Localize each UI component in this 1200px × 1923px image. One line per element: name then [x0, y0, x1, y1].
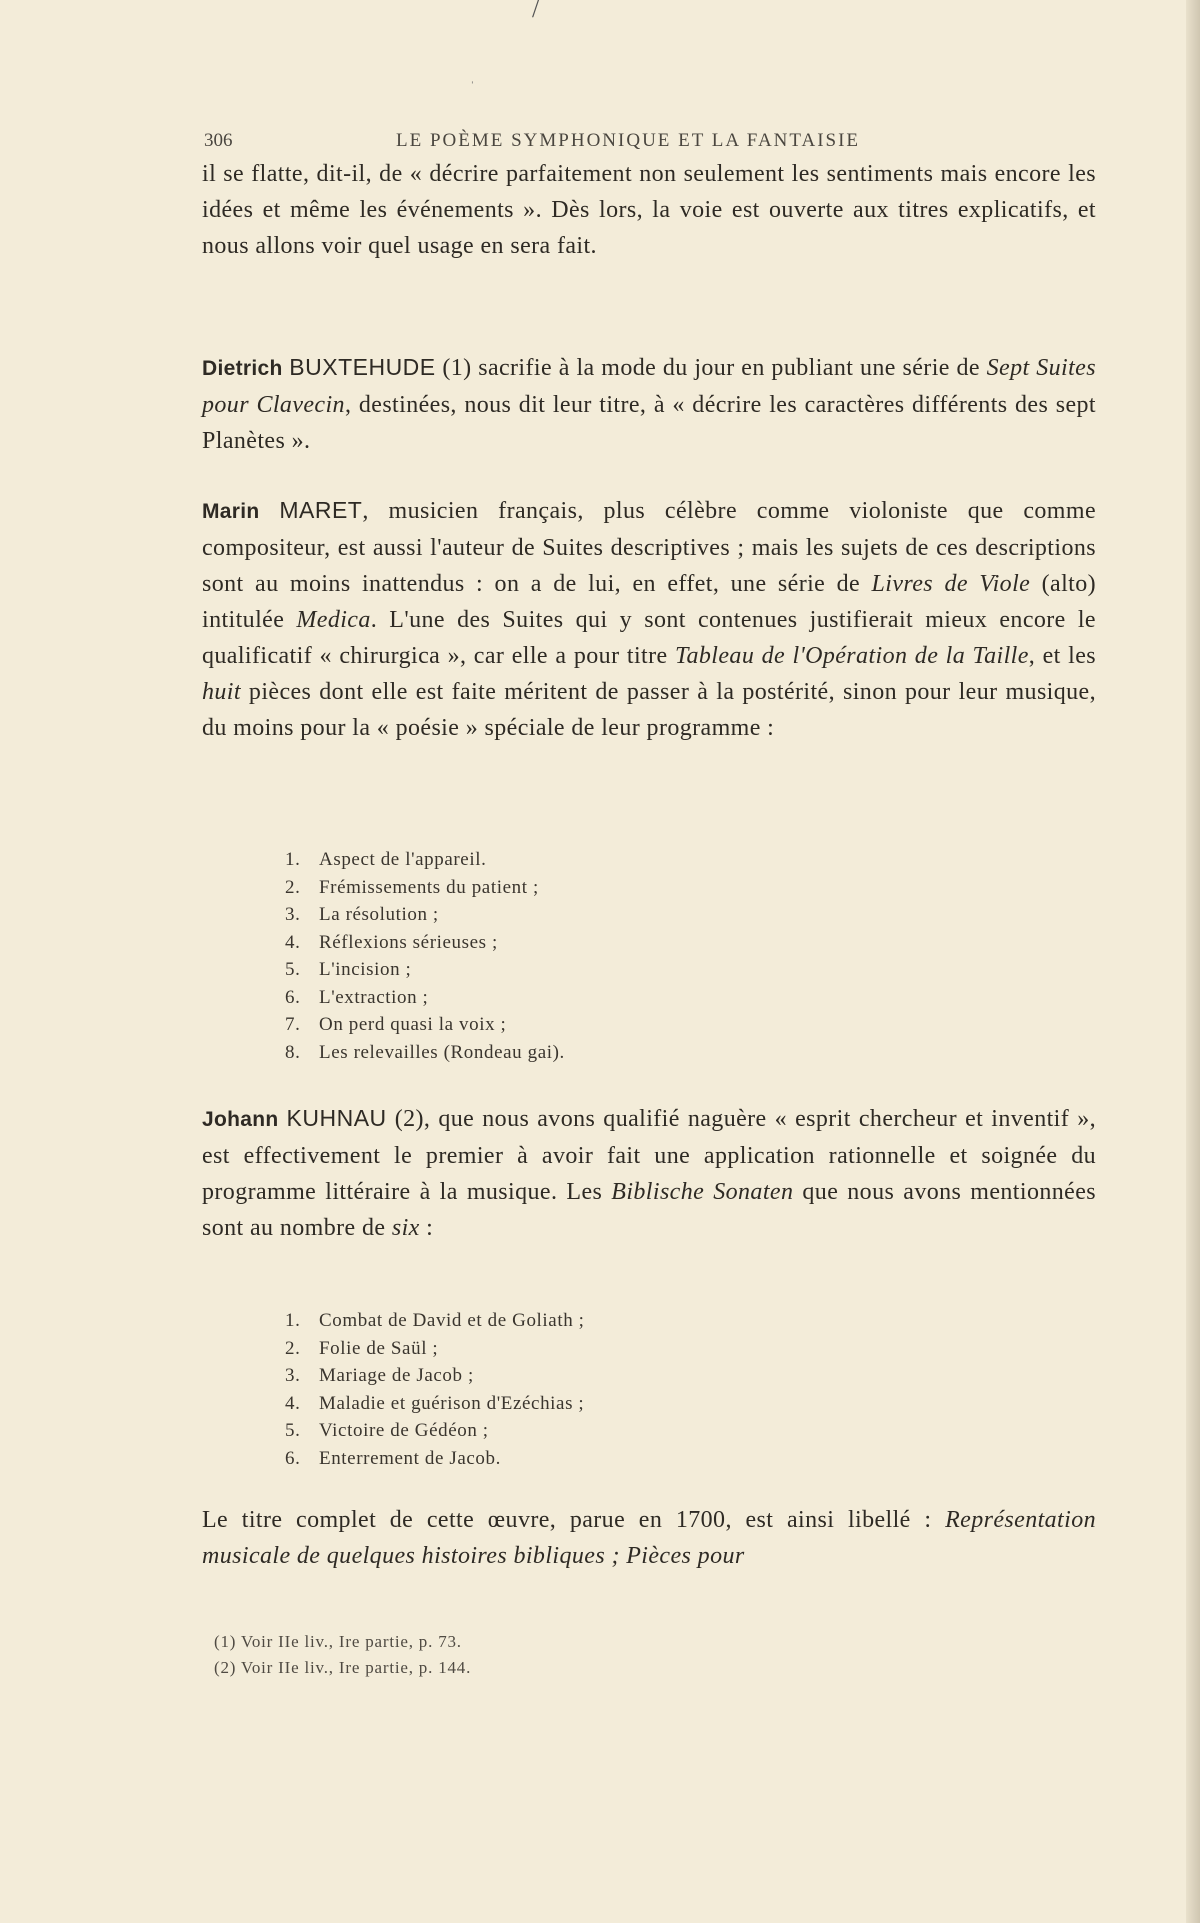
item-number: 2. [285, 1337, 301, 1359]
item-text: Les relevailles (Rondeau gai). [319, 1041, 565, 1063]
work-title: Biblische Sonaten [611, 1179, 794, 1205]
item-number: 5. [285, 959, 301, 980]
item-text: Frémissements du patient ; [319, 876, 539, 898]
paragraph-text: : [419, 1215, 434, 1241]
list-item [285, 1039, 565, 1067]
item-text: Folie de Saül ; [319, 1337, 439, 1359]
paragraph-text: Le titre complet de cette œuvre, parue en 1700, est ainsi libellé : [202, 1507, 946, 1533]
paragraph-text: , musicien français, plus célèbre comme violoniste que comme compositeur, est aussi l'auteur de Suites descriptives ; mais les sujets de ces descriptions sont au moins inattendus : on a de lui, en effet, une série de [202, 498, 1096, 597]
paragraph-title-complete [202, 1502, 1096, 1574]
item-text: La résolution ; [319, 904, 439, 925]
work-title: Tableau de l'Opération de la Taille [674, 643, 1029, 669]
item-text: Maladie et guérison d'Ezéchias ; [319, 1392, 585, 1414]
item-text: Mariage de Jacob ; [319, 1365, 474, 1386]
item-text: On perd quasi la voix ; [319, 1014, 507, 1035]
paragraph-text: (alto) intitulée [202, 571, 1096, 633]
paragraph-buxtehude [202, 349, 1096, 459]
emphasis: six [391, 1215, 420, 1241]
composer-surname: MARET [279, 497, 363, 523]
item-number: 4. [285, 931, 301, 953]
list-item [285, 1417, 585, 1445]
list-item [285, 1390, 585, 1418]
item-text: L'extraction ; [319, 986, 429, 1008]
list-item [285, 1335, 585, 1363]
list-item [285, 1362, 585, 1390]
paragraph-text: . L'une des Suites qui y sont contenues justifierait mieux encore le qualificatif « chirurgica », car elle a pour titre [202, 607, 1096, 669]
composer-surname: BUXTEHUDE [289, 354, 436, 380]
item-number: 4. [285, 1392, 301, 1414]
running-title: LE POÈME SYMPHONIQUE ET LA FANTAISIE [396, 130, 861, 151]
list-item [285, 929, 565, 957]
list-item [285, 1445, 585, 1473]
footnote: (1) Voir IIe liv., Ire partie, p. 73. [214, 1632, 462, 1651]
paragraph-text: , destinées, nous dit leur titre, à « décrire les caractères différents des sept Planètes ». [202, 392, 1096, 454]
emphasis: huit [202, 679, 241, 705]
item-number: 8. [285, 1041, 301, 1063]
list-item [285, 984, 565, 1012]
item-number: 3. [285, 904, 301, 925]
composer-firstname: Marin [202, 500, 260, 523]
item-number: 2. [285, 876, 301, 898]
item-number: 7. [285, 1014, 301, 1035]
paragraph-text: (1) sacrifie à la mode du jour en publiant une série de [435, 355, 987, 381]
list-item [285, 956, 565, 984]
work-title: Medica [296, 607, 371, 633]
work-title: Représentation musicale de quelques histoires bibliques ; Pièces pour [202, 1507, 1096, 1569]
item-text: Victoire de Gédéon ; [319, 1420, 489, 1441]
item-text: Réflexions sérieuses ; [319, 931, 498, 953]
composer-surname: KUHNAU [286, 1105, 387, 1131]
kuhnau-sonata-list [285, 1307, 585, 1472]
item-number: 6. [285, 986, 301, 1008]
list-item [285, 874, 565, 902]
page-edge [1186, 0, 1200, 1923]
item-number: 1. [285, 849, 301, 870]
paragraph-text: (2), que nous avons qualifié naguère « esprit chercheur et inventif », est effectivement le premier à avoir fait une application rationnelle et soignée du programme littéraire à la musique. Les [202, 1106, 1096, 1205]
maret-program-list [285, 846, 565, 1066]
work-title: Sept Suites pour Clavecin [202, 355, 1096, 418]
paragraph-text: pièces dont elle est faite méritent de passer à la postérité, sinon pour leur musique, du moins pour la « poésie » spéciale de leur programme : [202, 679, 1096, 741]
footnotes [214, 1629, 471, 1681]
page-number: 306 [204, 130, 233, 151]
footnote: (2) Voir IIe liv., Ire partie, p. 144. [214, 1658, 472, 1677]
work-title: Livres de Viole [871, 571, 1031, 597]
composer-firstname: Johann [202, 1108, 279, 1131]
item-text: Enterrement de Jacob. [319, 1447, 501, 1469]
item-text: L'incision ; [319, 959, 412, 980]
list-item [285, 901, 565, 929]
item-number: 3. [285, 1365, 301, 1386]
paragraph-text: que nous avons mentionnées sont au nombre de [202, 1179, 1096, 1241]
paragraph-kuhnau [202, 1100, 1096, 1246]
composer-firstname: Dietrich [202, 357, 283, 380]
item-text: Combat de David et de Goliath ; [319, 1310, 585, 1331]
top-mark: / [532, 0, 540, 23]
paragraph-maret [202, 492, 1096, 746]
item-number: 6. [285, 1447, 301, 1469]
item-text: Aspect de l'appareil. [319, 849, 487, 870]
list-item [285, 1307, 585, 1335]
list-item [285, 846, 565, 874]
paragraph-text: , et les [1028, 643, 1096, 669]
list-item [285, 1011, 565, 1039]
print-speck: ˈ [470, 80, 475, 95]
item-number: 5. [285, 1420, 301, 1441]
paragraph-intro: il se flatte, dit-il, de « décrire parfaitement non seulement les sentiments mais encore les idées et même les événements ». Dès lors, la voie est ouverte aux titres explicatifs, et nous allons voir quel usage en sera fait. [202, 161, 1096, 259]
item-number: 1. [285, 1310, 301, 1331]
